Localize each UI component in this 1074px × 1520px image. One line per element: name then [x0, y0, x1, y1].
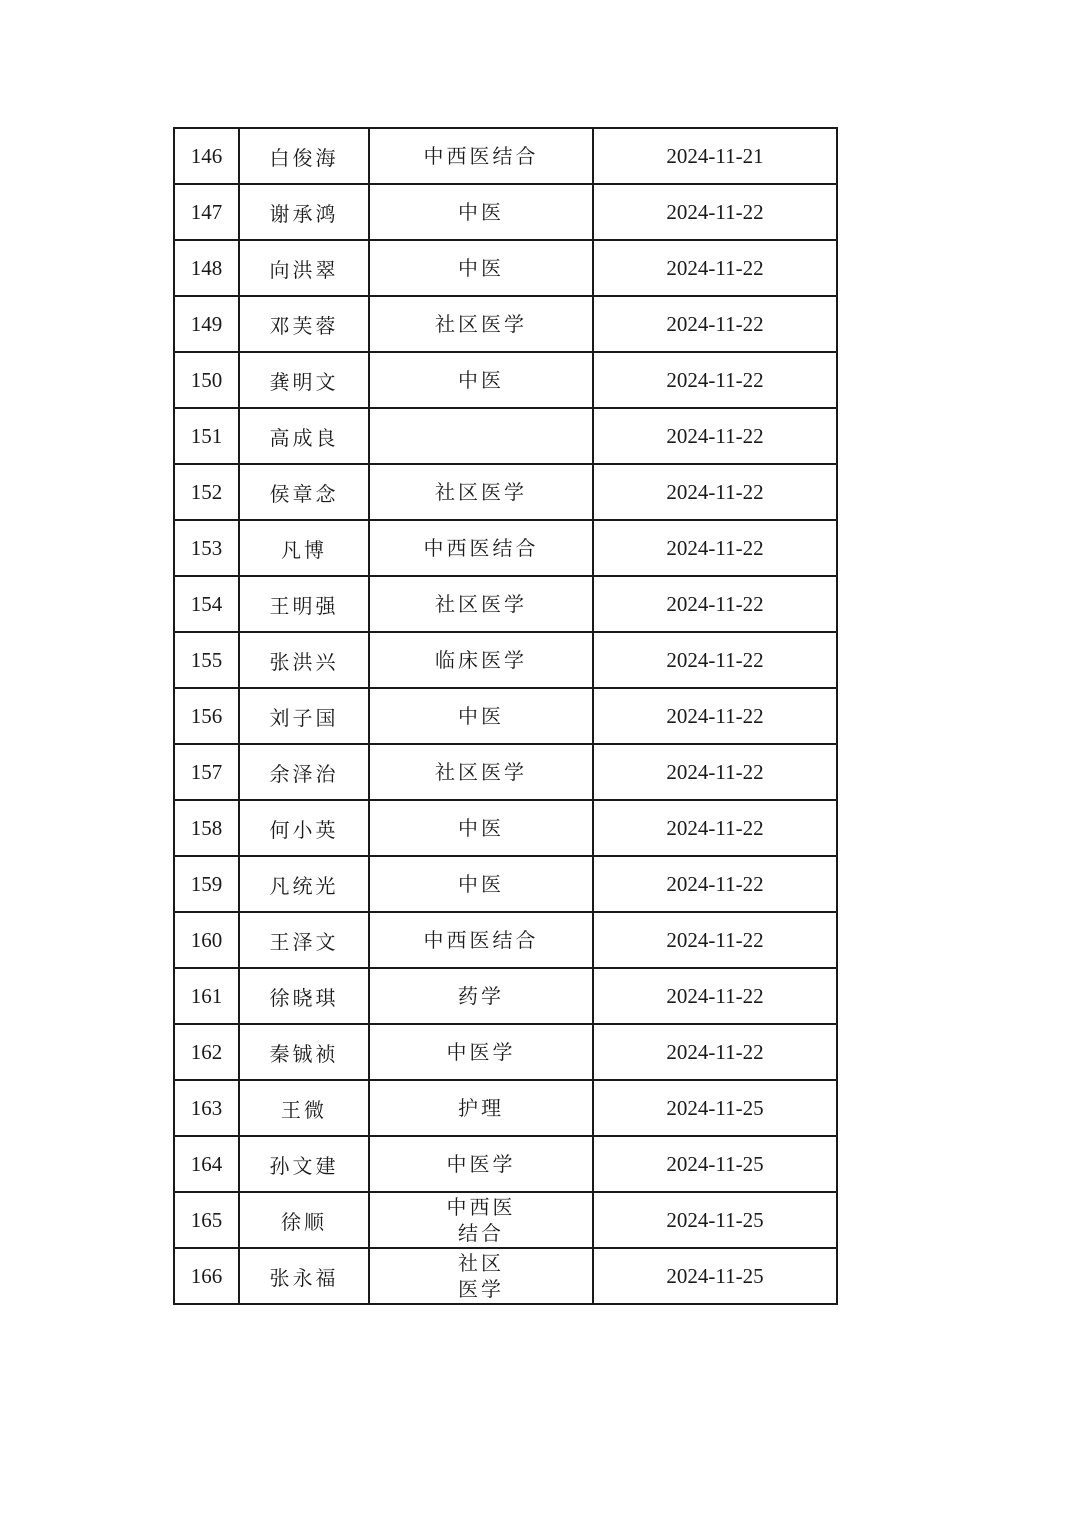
major-cell: [369, 520, 593, 576]
row-number-cell: 166: [174, 1248, 239, 1304]
major-cell: [369, 184, 593, 240]
row-number-cell: 150: [174, 352, 239, 408]
name-cell: 凡统光: [239, 856, 369, 912]
major-text: 中医: [458, 816, 504, 840]
date-cell: 2024-11-22: [593, 800, 837, 856]
name-cell: 凡博: [239, 520, 369, 576]
roster-table: [173, 127, 838, 1305]
name-cell: 高成良: [239, 408, 369, 464]
table-row: [174, 1248, 837, 1304]
name-cell: 张洪兴: [239, 632, 369, 688]
major-cell: [369, 464, 593, 520]
date-cell: 2024-11-21: [593, 128, 837, 184]
row-number-cell: 159: [174, 856, 239, 912]
date-cell: 2024-11-25: [593, 1248, 837, 1304]
major-cell: [369, 1136, 593, 1192]
major-text: 中医: [458, 872, 504, 896]
row-number-cell: 163: [174, 1080, 239, 1136]
major-text: 中西医: [446, 1195, 516, 1219]
table-row: [174, 856, 837, 912]
row-number-cell: 148: [174, 240, 239, 296]
major-text: 社区医学: [435, 312, 527, 336]
name-cell: 余泽治: [239, 744, 369, 800]
row-number-cell: 151: [174, 408, 239, 464]
row-number-cell: 161: [174, 968, 239, 1024]
major-text: 社区医学: [435, 592, 527, 616]
table-row: [174, 520, 837, 576]
major-cell: [369, 800, 593, 856]
date-cell: 2024-11-22: [593, 912, 837, 968]
name-cell: 王微: [239, 1080, 369, 1136]
table-row: [174, 912, 837, 968]
major-text: 结合: [458, 1221, 504, 1245]
major-text: 中西医结合: [423, 928, 539, 952]
major-cell: [369, 912, 593, 968]
major-text: 药学: [458, 984, 504, 1008]
table-row: [174, 1080, 837, 1136]
table-row: [174, 688, 837, 744]
name-cell: 侯章念: [239, 464, 369, 520]
major-cell: [369, 744, 593, 800]
table-row: [174, 464, 837, 520]
row-number-cell: 155: [174, 632, 239, 688]
major-cell: [369, 1192, 593, 1248]
major-cell: [369, 688, 593, 744]
major-cell: [369, 856, 593, 912]
major-text: 中医学: [446, 1152, 516, 1176]
date-cell: 2024-11-22: [593, 464, 837, 520]
date-cell: 2024-11-25: [593, 1080, 837, 1136]
major-cell: [369, 1080, 593, 1136]
date-cell: 2024-11-22: [593, 408, 837, 464]
date-cell: 2024-11-22: [593, 856, 837, 912]
name-cell: 王明强: [239, 576, 369, 632]
table-row: [174, 576, 837, 632]
name-cell: 秦铖祯: [239, 1024, 369, 1080]
row-number-cell: 160: [174, 912, 239, 968]
table-row: [174, 296, 837, 352]
table-row: [174, 184, 837, 240]
name-cell: 向洪翠: [239, 240, 369, 296]
name-cell: 何小英: [239, 800, 369, 856]
name-cell: 白俊海: [239, 128, 369, 184]
major-text: 社区: [458, 1251, 504, 1275]
date-cell: 2024-11-22: [593, 688, 837, 744]
row-number-cell: 147: [174, 184, 239, 240]
date-cell: 2024-11-22: [593, 744, 837, 800]
name-cell: 王泽文: [239, 912, 369, 968]
name-cell: 刘子国: [239, 688, 369, 744]
name-cell: 龚明文: [239, 352, 369, 408]
date-cell: 2024-11-22: [593, 352, 837, 408]
major-text: 中西医结合: [423, 536, 539, 560]
major-cell: [369, 128, 593, 184]
major-cell: [369, 1024, 593, 1080]
date-cell: 2024-11-22: [593, 520, 837, 576]
date-cell: 2024-11-25: [593, 1136, 837, 1192]
major-cell: [369, 296, 593, 352]
major-text: 护理: [458, 1096, 504, 1120]
date-cell: 2024-11-25: [593, 1192, 837, 1248]
major-cell: [369, 1248, 593, 1304]
major-text: 中医: [458, 704, 504, 728]
table-row: [174, 352, 837, 408]
name-cell: 徐晓琪: [239, 968, 369, 1024]
major-cell: [369, 632, 593, 688]
date-cell: 2024-11-22: [593, 1024, 837, 1080]
table-row: [174, 744, 837, 800]
table-row: [174, 800, 837, 856]
row-number-cell: 157: [174, 744, 239, 800]
major-text: 中医: [458, 256, 504, 280]
row-number-cell: 154: [174, 576, 239, 632]
row-number-cell: 158: [174, 800, 239, 856]
major-text: 中医学: [446, 1040, 516, 1064]
name-cell: 邓芙蓉: [239, 296, 369, 352]
row-number-cell: 153: [174, 520, 239, 576]
date-cell: 2024-11-22: [593, 184, 837, 240]
row-number-cell: 165: [174, 1192, 239, 1248]
major-text: 社区医学: [435, 760, 527, 784]
row-number-cell: 149: [174, 296, 239, 352]
table-row: [174, 240, 837, 296]
date-cell: 2024-11-22: [593, 296, 837, 352]
name-cell: 孙文建: [239, 1136, 369, 1192]
row-number-cell: 162: [174, 1024, 239, 1080]
major-text: 中医: [458, 200, 504, 224]
name-cell: 徐顺: [239, 1192, 369, 1248]
major-cell: [369, 576, 593, 632]
row-number-cell: 146: [174, 128, 239, 184]
table-row: [174, 1024, 837, 1080]
table-row: [174, 1192, 837, 1248]
name-cell: 张永福: [239, 1248, 369, 1304]
major-cell: [369, 352, 593, 408]
major-cell: [369, 240, 593, 296]
table-row: [174, 968, 837, 1024]
row-number-cell: 156: [174, 688, 239, 744]
date-cell: 2024-11-22: [593, 240, 837, 296]
table-row: [174, 128, 837, 184]
table-row: [174, 632, 837, 688]
date-cell: 2024-11-22: [593, 632, 837, 688]
major-text: 医学: [458, 1277, 504, 1301]
table-row: [174, 408, 837, 464]
roster-table-body: [174, 128, 837, 1304]
major-text: 中西医结合: [423, 144, 539, 168]
date-cell: 2024-11-22: [593, 576, 837, 632]
row-number-cell: 152: [174, 464, 239, 520]
date-cell: 2024-11-22: [593, 968, 837, 1024]
name-cell: 谢承鸿: [239, 184, 369, 240]
major-cell: [369, 968, 593, 1024]
major-text: 临床医学: [435, 648, 527, 672]
row-number-cell: 164: [174, 1136, 239, 1192]
major-text: 社区医学: [435, 480, 527, 504]
major-text: 中医: [458, 368, 504, 392]
major-cell: [369, 408, 593, 464]
table-row: [174, 1136, 837, 1192]
